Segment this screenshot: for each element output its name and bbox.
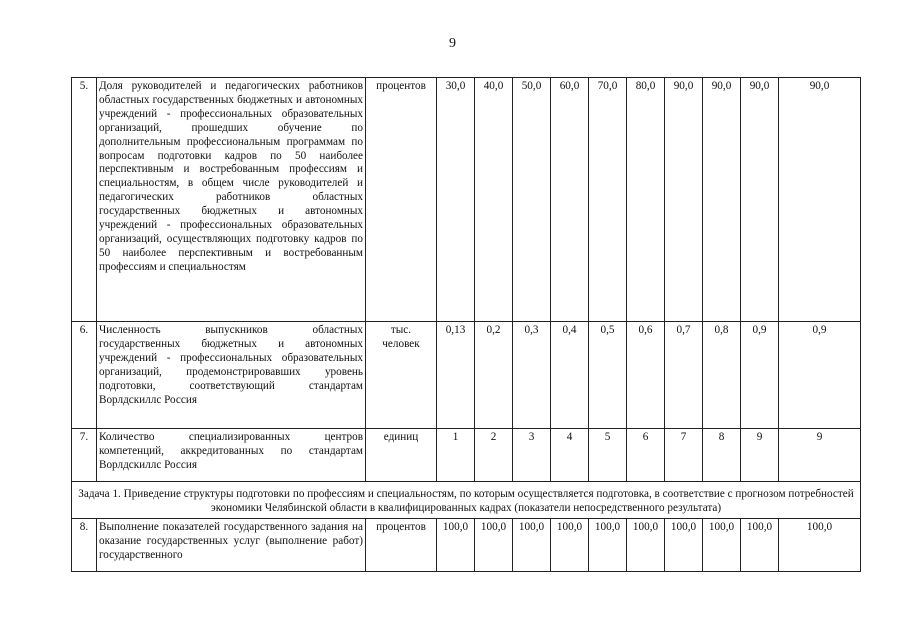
value-cell: 9 [779,429,861,482]
value-cell: 100,0 [589,519,627,572]
table-row [72,429,861,482]
value-cell: 100,0 [741,519,779,572]
value-cell: 5 [589,429,627,482]
value-cell: 1 [437,429,475,482]
value-cell: 40,0 [475,78,513,322]
unit-cell [366,78,437,322]
row-number: 7. [72,429,97,482]
indicator-description: Количество специализированных центров компетенций, аккредитованных по стандартам Ворлдскиллс Россия [97,429,366,482]
table-row [72,519,861,572]
value-cell: 60,0 [551,78,589,322]
value-cell: 70,0 [589,78,627,322]
value-cell: 6 [627,429,665,482]
unit-text: тыс. человек [382,324,420,350]
indicator-description: Выполнение показателей государственного задания на оказание государственных услуг (выполнение работ) государственного [97,519,366,572]
value-cell: 4 [551,429,589,482]
value-cell: 80,0 [627,78,665,322]
table-row [72,322,861,429]
value-cell: 9 [741,429,779,482]
value-cell: 100,0 [703,519,741,572]
unit-cell [366,519,437,572]
row-number: 6. [72,322,97,429]
value-cell: 100,0 [627,519,665,572]
value-cell: 0,3 [513,322,551,429]
value-cell: 100,0 [475,519,513,572]
value-cell: 100,0 [551,519,589,572]
value-cell: 3 [513,429,551,482]
table-row [72,78,861,322]
value-cell: 0,8 [703,322,741,429]
indicator-description: Численность выпускников областных государственных бюджетных и автономных учреждений - профессиональных образовательных организаций, продемонстрировавших уровень подготовки, соответствующий стандартам Ворлдскиллс Россия [97,322,366,429]
value-cell: 8 [703,429,741,482]
value-cell: 100,0 [779,519,861,572]
value-cell: 0,7 [665,322,703,429]
value-cell: 90,0 [665,78,703,322]
value-cell: 100,0 [437,519,475,572]
indicator-description: Доля руководителей и педагогических работников областных государственных бюджетных и автономных учреждений - профессиональных образовательных организаций, прошедших обучение по дополнительным профессиональным программам по вопросам подготовки кадров по 50 наиболее перспективным и востребованным профессиям и специальностям, в общем числе руководителей и педагогических работников областных государственных бюджетных и автономных учреждений - профессиональных образовательных организаций, осуществляющих подготовку кадров по 50 наиболее перспективным и востребованным профессиям и специальностям [97,78,366,322]
value-cell: 0,2 [475,322,513,429]
unit-text: процентов [376,521,426,533]
task-heading-row [72,482,861,519]
row-number: 8. [72,519,97,572]
value-cell: 0,6 [627,322,665,429]
value-cell: 0,9 [741,322,779,429]
value-cell: 90,0 [741,78,779,322]
row-number: 5. [72,78,97,322]
unit-cell [366,429,437,482]
value-cell: 0,4 [551,322,589,429]
value-cell: 0,9 [779,322,861,429]
value-cell: 90,0 [703,78,741,322]
value-cell: 2 [475,429,513,482]
value-cell: 0,5 [589,322,627,429]
value-cell: 7 [665,429,703,482]
value-cell: 90,0 [779,78,861,322]
unit-text: единиц [383,431,419,443]
value-cell: 50,0 [513,78,551,322]
value-cell: 100,0 [513,519,551,572]
value-cell: 30,0 [437,78,475,322]
page-number: 9 [449,36,456,51]
unit-cell [366,322,437,429]
value-cell: 0,13 [437,322,475,429]
task-heading: Задача 1. Приведение структуры подготовки по профессиям и специальностям, по которым осуществляется подготовка, в соответствие с прогнозом потребностей экономики Челябинской области в квалифицированных кадрах (показатели непосредственного результата) [72,482,861,519]
value-cell: 100,0 [665,519,703,572]
indicators-table [71,77,861,572]
unit-text: процентов [376,80,426,92]
